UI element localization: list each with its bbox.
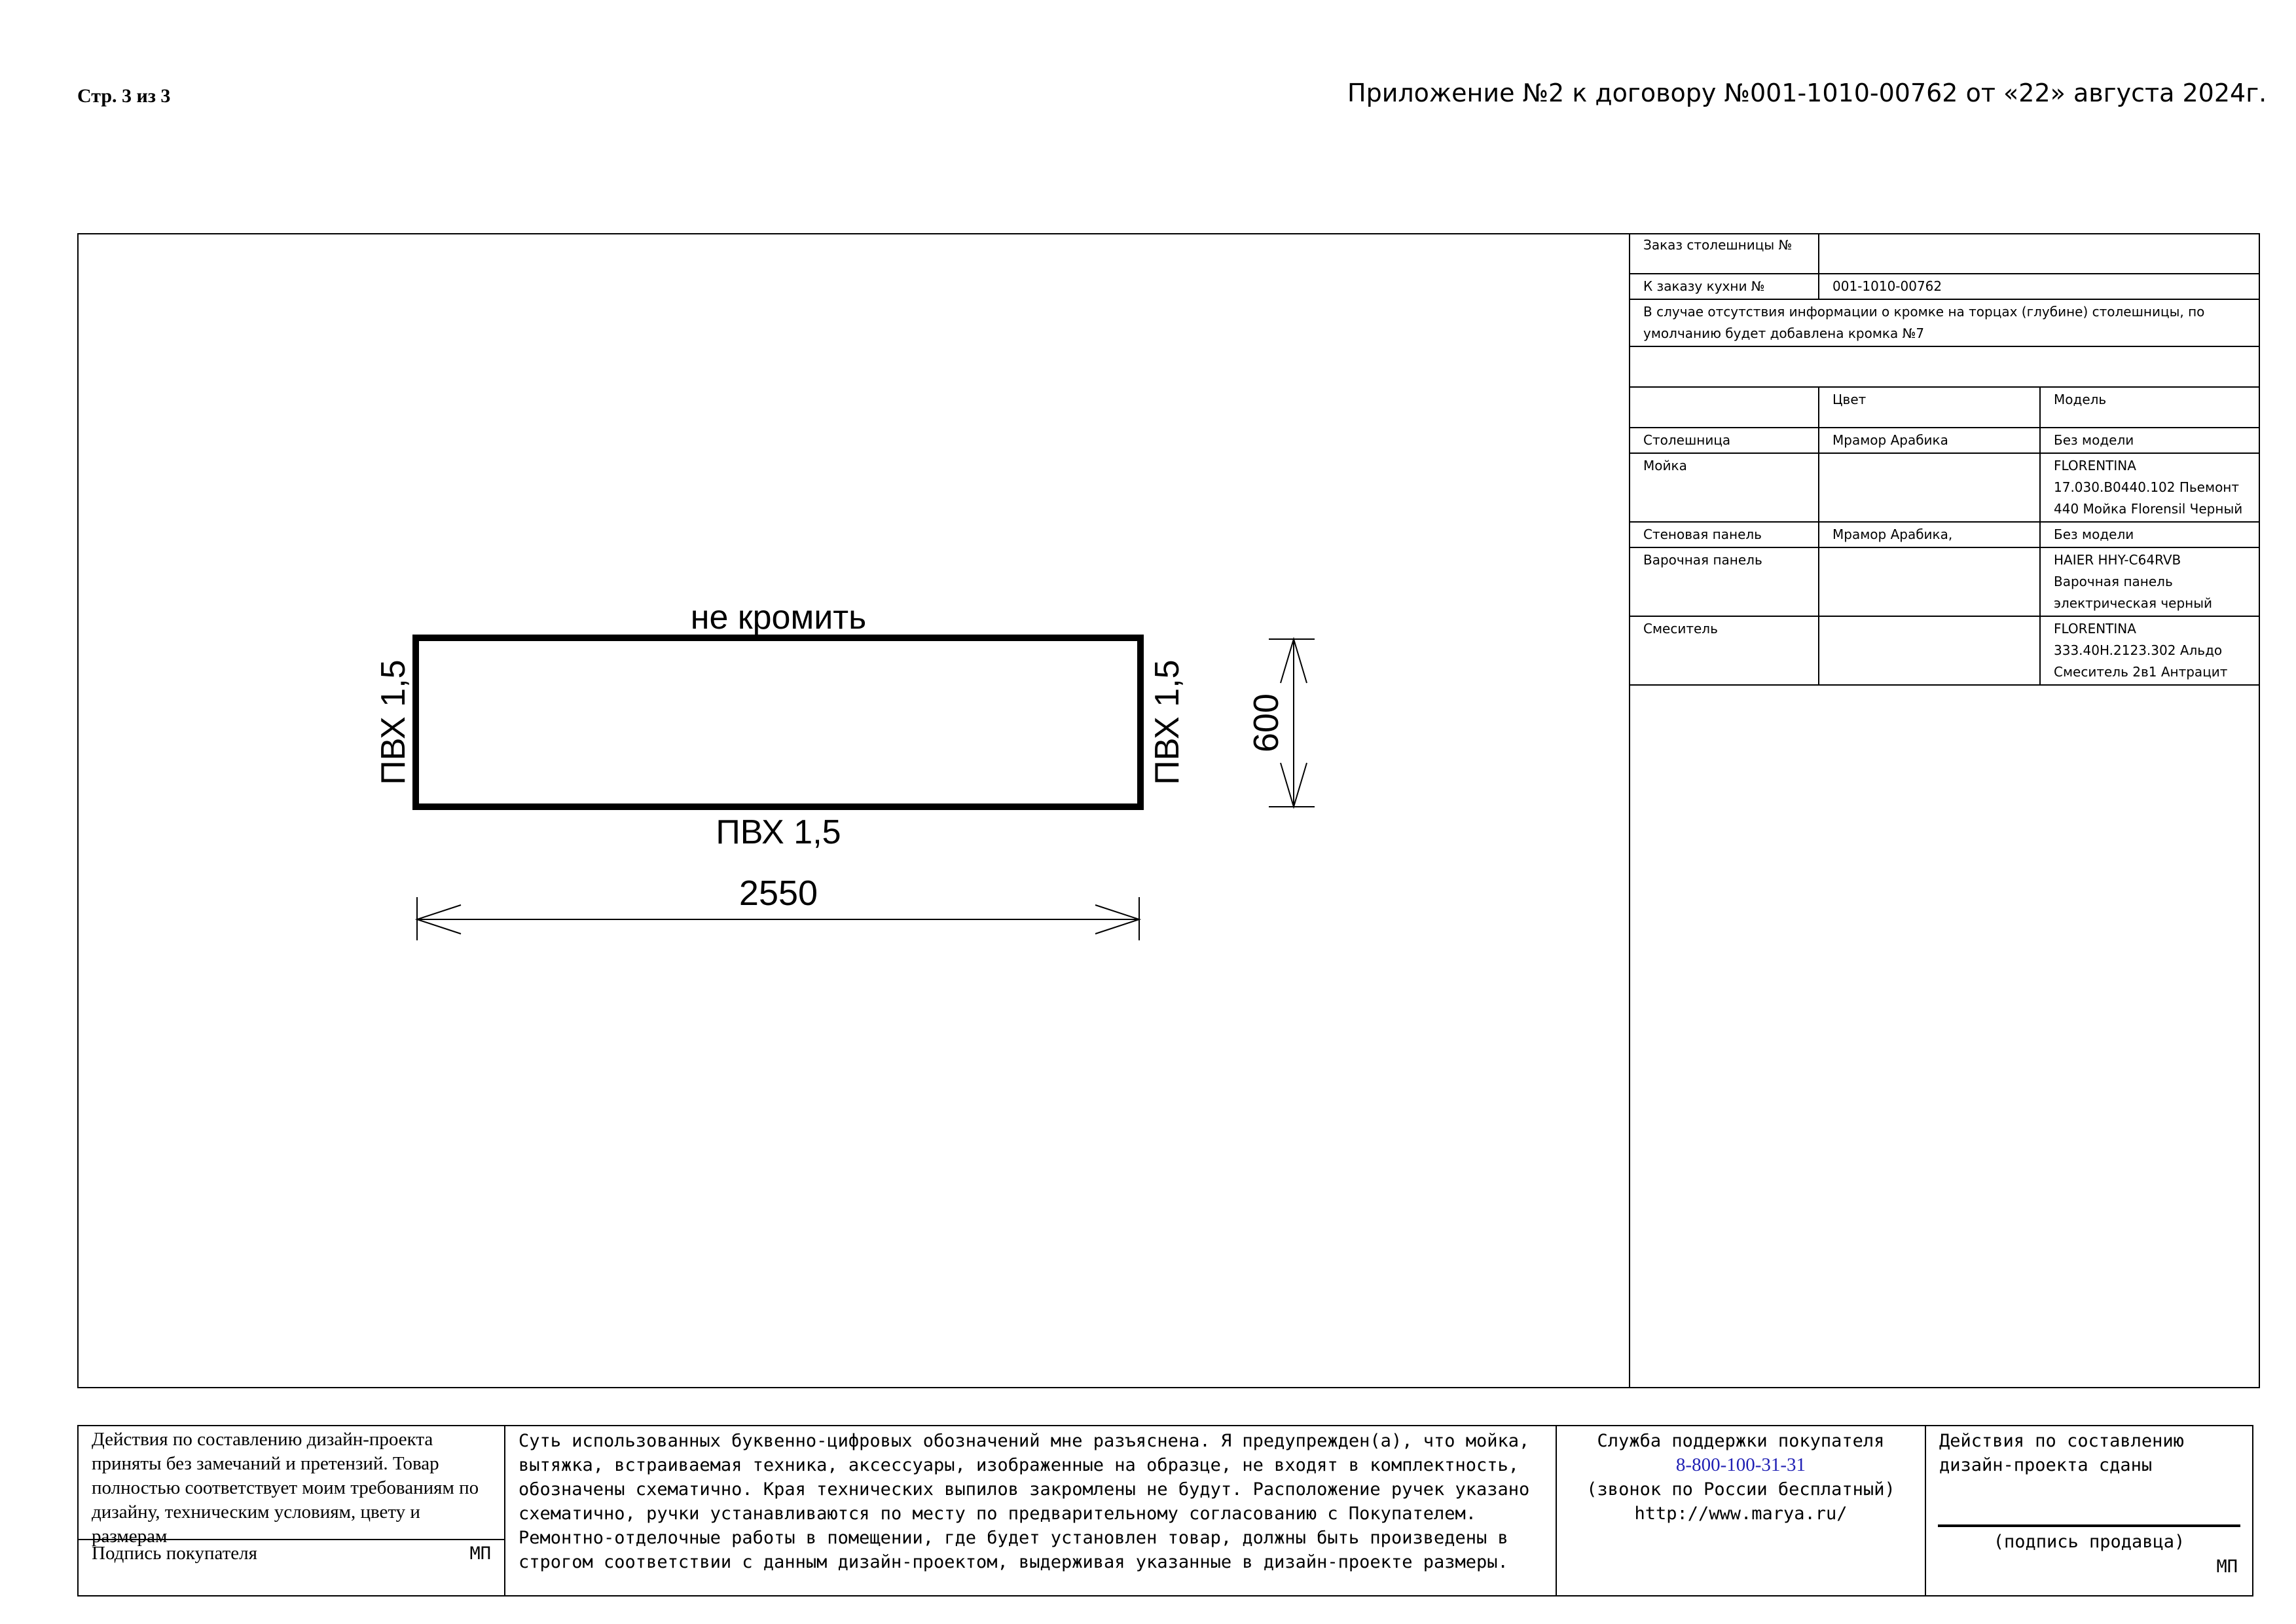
kitchen-order-label: К заказу кухни № — [1630, 274, 1819, 299]
buyer-signature-label: Подпись покупателя — [92, 1543, 257, 1564]
row-color — [1819, 616, 2040, 685]
disclaimer-cell — [505, 1426, 1556, 1596]
order-value — [1819, 233, 2260, 274]
column-header-color: Цвет — [1819, 387, 2040, 428]
row-model: Без модели — [2040, 522, 2260, 547]
table-row — [1630, 547, 2260, 616]
drawing-frame — [77, 233, 2260, 1388]
disclaimer-text: Суть использованных буквенно-цифровых обозначений мне разъяснена. Я предупрежден(а), что мойка, вытяжка, встраиваемая техника, аксессуары, изображенные на образце, не входят в комплектность, обозначены схематично. Края технических выпилов закромлены не будут. Расположение ручек указано схематично, ручки устанавливаются по месту по предварительному согласованию с Покупателем. Ремонтно-отделочные работы в помещении, где будет установлен товар, должны быть произведены в строгом соответствии с данным дизайн-проектом, выдерживая указанные в дизайн-проекте размеры. — [519, 1431, 1530, 1572]
buyer-acceptance-cell — [78, 1426, 505, 1596]
table-row — [1630, 522, 2260, 547]
row-model: FLORENTINA 333.40H.2123.302 Альдо Смеситель 2в1 Антрацит — [2040, 616, 2260, 685]
seller-cell — [1925, 1426, 2253, 1596]
countertop-drawing — [79, 234, 1630, 1387]
right-edge-label: ПВХ 1,5 — [1148, 659, 1186, 785]
header-empty — [1630, 387, 1819, 428]
support-phone[interactable]: 8-800-100-31-31 — [1675, 1454, 1806, 1475]
kitchen-order-value: 001-1010-00762 — [1819, 274, 2260, 299]
left-edge-label: ПВХ 1,5 — [374, 659, 412, 785]
row-name: Смеситель — [1630, 616, 1819, 685]
row-name: Варочная панель — [1630, 547, 1819, 616]
countertop-outline — [416, 638, 1140, 807]
seller-text: Действия по составлению дизайн-проекта сданы — [1939, 1431, 2184, 1475]
row-color: Мрамор Арабика, — [1819, 522, 2040, 547]
bottom-edge-label: ПВХ 1,5 — [716, 813, 841, 851]
row-model: FLORENTINA 17.030.B0440.102 Пьемонт 440 Мойка Florensil Черный — [2040, 453, 2260, 522]
acceptance-text: Действия по составлению дизайн-проекта приняты без замечаний и претензий. Товар полностью соответствует моим требованиям по дизайну, техническим условиям, цвету и размерам — [79, 1426, 504, 1540]
document-title: Приложение №2 к договору №001-1010-00762 от «22» августа 2024г. — [1347, 79, 2267, 107]
row-name: Стеновая панель — [1630, 522, 1819, 547]
depth-dimension-value: 600 — [1247, 693, 1286, 753]
page-number: Стр. 3 из 3 — [77, 85, 171, 107]
support-note: (звонок по России бесплатный) — [1586, 1479, 1895, 1500]
support-title: Служба поддержки покупателя — [1597, 1431, 1885, 1451]
width-dimension-value: 2550 — [738, 874, 818, 913]
edge-note: В случае отсутствия информации о кромке на торцах (глубине) столешницы, по умолчанию будет добавлена кромка №7 — [1630, 299, 2260, 346]
row-name: Столешница — [1630, 428, 1819, 453]
row-color — [1819, 547, 2040, 616]
seller-stamp-label: МП — [2216, 1557, 2238, 1577]
footer-table — [77, 1425, 2253, 1596]
specification-panel — [1629, 233, 2260, 1388]
seller-signature-label: (подпись продавца) — [1993, 1532, 2185, 1552]
row-color — [1819, 453, 2040, 522]
row-model: Без модели — [2040, 428, 2260, 453]
row-color: Мрамор Арабика — [1819, 428, 2040, 453]
top-edge-label: не кромить — [690, 599, 867, 637]
seller-signature-line — [1938, 1524, 2240, 1527]
buyer-signature-row — [79, 1540, 504, 1567]
support-cell — [1556, 1426, 1925, 1596]
column-header-model: Модель — [2040, 387, 2260, 428]
table-row — [1630, 453, 2260, 522]
support-url[interactable]: http://www.marya.ru/ — [1634, 1504, 1848, 1524]
specification-table — [1630, 233, 2260, 686]
row-name: Мойка — [1630, 453, 1819, 522]
order-label: Заказ столешницы № — [1630, 233, 1819, 274]
spacer-row — [1630, 346, 2260, 387]
row-model: HAIER HHY-C64RVB Варочная панель электрическая черный — [2040, 547, 2260, 616]
table-row — [1630, 616, 2260, 685]
table-row — [1630, 428, 2260, 453]
buyer-stamp-label: МП — [469, 1543, 491, 1564]
